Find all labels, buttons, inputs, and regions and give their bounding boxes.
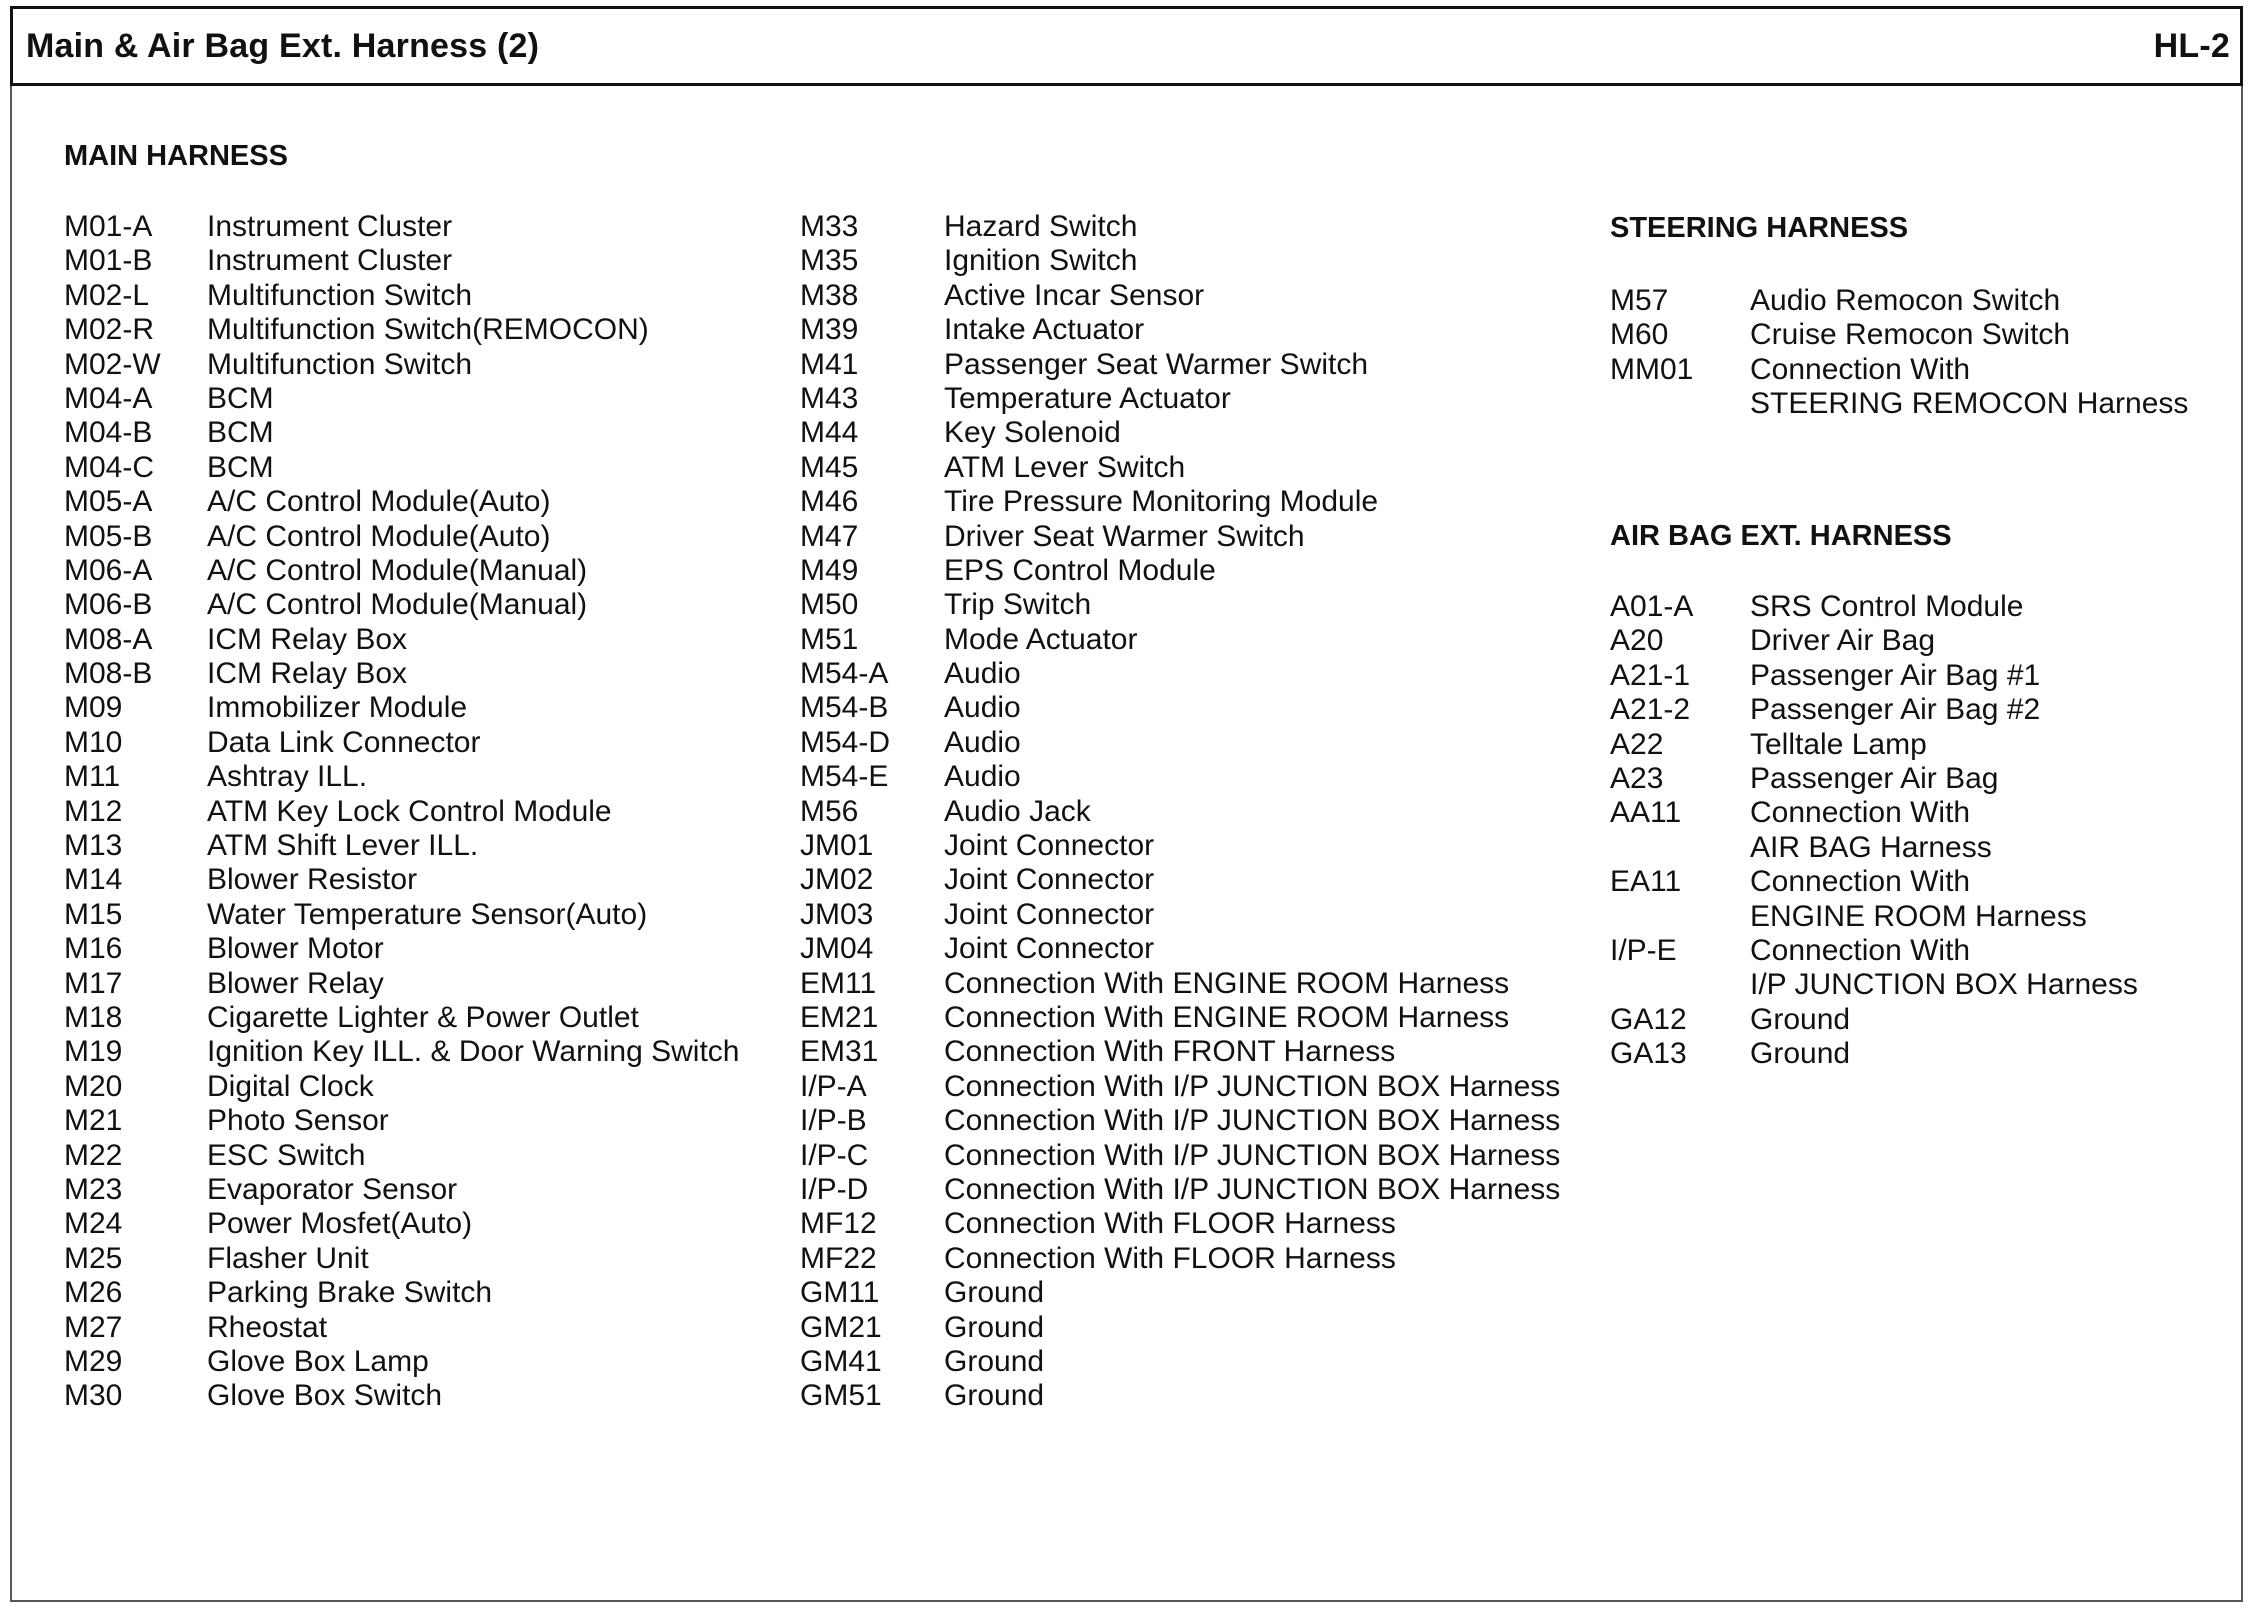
connector-code: M54-E (800, 760, 889, 794)
connector-description: Ground (1750, 1002, 1851, 1036)
connector-code: M33 (800, 210, 859, 243)
connector-description: Cruise Remocon Switch (1750, 318, 2071, 352)
connector-description: Passenger Air Bag (1750, 761, 1999, 795)
connector-description: A/C Control Module(Auto) (207, 519, 551, 553)
connector-code: M57 (1610, 284, 1669, 317)
connector-code: M04-A (64, 381, 153, 415)
connector-description: Connection With FLOOR Harness (944, 1207, 1396, 1241)
connector-code: A22 (1610, 727, 1664, 761)
connector-code: EM11 (800, 966, 877, 1000)
connector-description: STEERING REMOCON Harness (1750, 387, 2189, 421)
connector-description: Connection With (1750, 933, 1971, 967)
connector-description: Joint Connector (944, 932, 1155, 966)
connector-code: M22 (64, 1138, 123, 1172)
connector-code: M54-D (800, 725, 891, 759)
connector-code: M05-B (64, 519, 153, 553)
connector-description: Multifunction Switch (207, 278, 473, 312)
connector-code: M13 (64, 829, 123, 863)
connector-description: Connection With FLOOR Harness (944, 1241, 1396, 1275)
connector-description: Connection With (1750, 796, 1971, 830)
connector-description: Joint Connector (944, 897, 1155, 931)
connector-code: I/P-C (800, 1138, 869, 1172)
connector-description: Connection With (1750, 865, 1971, 899)
connector-description: EPS Control Module (944, 553, 1216, 587)
connector-code: M16 (64, 932, 123, 966)
connector-description: Glove Box Switch (207, 1379, 443, 1413)
connector-code: M50 (800, 588, 859, 622)
connector-description: Intake Actuator (944, 313, 1145, 347)
connector-description: Connection With (1750, 352, 1971, 386)
connector-description: Audio Remocon Switch (1750, 284, 2061, 317)
connector-description: A/C Control Module(Auto) (207, 485, 551, 519)
connector-code: AA11 (1610, 796, 1682, 830)
connector-description: Audio (944, 725, 1021, 759)
connector-description: Hazard Switch (944, 210, 1138, 243)
connector-code: MF22 (800, 1241, 877, 1275)
connector-code: JM01 (800, 829, 874, 863)
connector-code: M49 (800, 553, 859, 587)
connector-description: I/P JUNCTION BOX Harness (1750, 968, 2138, 1002)
connector-code: M39 (800, 313, 859, 347)
connector-code: M60 (1610, 318, 1669, 352)
connector-code: M27 (64, 1310, 123, 1344)
connector-code: GA12 (1610, 1002, 1687, 1036)
connector-description: Telltale Lamp (1750, 727, 1927, 761)
connector-description: Cigarette Lighter & Power Outlet (207, 1000, 639, 1034)
connector-description: ATM Shift Lever ILL. (207, 829, 479, 863)
connector-code: M23 (64, 1172, 123, 1206)
connector-description: Audio (944, 760, 1021, 794)
connector-description: Tire Pressure Monitoring Module (944, 485, 1379, 519)
connector-code: M11 (64, 760, 121, 794)
connector-code: M09 (64, 691, 123, 725)
page-code: HL-2 (2153, 26, 2230, 65)
connector-code: I/P-D (800, 1172, 869, 1206)
connector-code: GM11 (800, 1276, 880, 1310)
connector-description: Ground (944, 1344, 1045, 1378)
connector-description: Flasher Unit (207, 1241, 369, 1275)
connector-code: GM51 (800, 1379, 882, 1413)
connector-code: M56 (800, 794, 859, 828)
connector-code: GA13 (1610, 1037, 1687, 1071)
connector-description: Passenger Seat Warmer Switch (944, 347, 1369, 381)
connector-code: I/P-B (800, 1104, 867, 1138)
connector-code: M10 (64, 725, 123, 759)
air-bag-harness-title: AIR BAG EXT. HARNESS (1610, 520, 1952, 552)
connector-description: Driver Seat Warmer Switch (944, 519, 1305, 553)
connector-description: Temperature Actuator (944, 381, 1231, 415)
connector-description: Trip Switch (944, 588, 1092, 622)
connector-code: M25 (64, 1241, 123, 1275)
connector-description: ESC Switch (207, 1138, 366, 1172)
connector-description: Rheostat (207, 1310, 328, 1344)
steering-harness-title: STEERING HARNESS (1610, 212, 1909, 244)
connector-code: M29 (64, 1344, 123, 1378)
connector-code: M12 (64, 794, 123, 828)
connector-description: Joint Connector (944, 863, 1155, 897)
connector-code: A23 (1610, 761, 1664, 795)
connector-code: I/P-A (800, 1069, 867, 1103)
connector-code: M26 (64, 1276, 123, 1310)
connector-description: Evaporator Sensor (207, 1172, 458, 1206)
connector-code: M17 (64, 966, 123, 1000)
connector-code: GM21 (800, 1310, 882, 1344)
connector-description: ICM Relay Box (207, 657, 408, 691)
connector-description: BCM (207, 416, 274, 450)
main-harness-title: MAIN HARNESS (64, 140, 288, 172)
connector-description: Data Link Connector (207, 725, 481, 759)
connector-code: M51 (800, 622, 859, 656)
connector-code: M24 (64, 1207, 123, 1241)
connector-description: Connection With I/P JUNCTION BOX Harness (944, 1069, 1561, 1103)
connector-code: M54-B (800, 691, 889, 725)
connector-description: Mode Actuator (944, 622, 1138, 656)
connector-description: Connection With FRONT Harness (944, 1035, 1396, 1069)
connector-description: ENGINE ROOM Harness (1750, 899, 2087, 933)
connector-code: EM31 (800, 1035, 879, 1069)
connector-code: MM01 (1610, 352, 1694, 386)
connector-description: Ground (1750, 1037, 1851, 1071)
connector-code: M45 (800, 450, 859, 484)
connector-code: M38 (800, 278, 859, 312)
connector-description: Water Temperature Sensor(Auto) (207, 897, 648, 931)
connector-code: M08-A (64, 622, 153, 656)
connector-code: M46 (800, 485, 859, 519)
connector-code: A01-A (1610, 590, 1694, 623)
connector-code: M02-L (64, 278, 150, 312)
connector-code: M08-B (64, 657, 153, 691)
connector-description: Blower Resistor (207, 863, 418, 897)
connector-code: M02-W (64, 347, 161, 381)
connector-description: BCM (207, 450, 274, 484)
connector-code: EM21 (800, 1000, 879, 1034)
connector-description: Photo Sensor (207, 1104, 389, 1138)
connector-code: M35 (800, 244, 859, 278)
connector-description: Ashtray ILL. (207, 760, 368, 794)
connector-description: Instrument Cluster (207, 244, 453, 278)
connector-code: M47 (800, 519, 859, 553)
connector-description: Connection With ENGINE ROOM Harness (944, 1000, 1510, 1034)
connector-description: Connection With I/P JUNCTION BOX Harness (944, 1104, 1561, 1138)
connector-description: Connection With ENGINE ROOM Harness (944, 966, 1510, 1000)
connector-description: A/C Control Module(Manual) (207, 588, 588, 622)
connector-code: M44 (800, 416, 859, 450)
connector-code: M01-A (64, 210, 153, 243)
connector-code: JM04 (800, 932, 874, 966)
connector-code: M15 (64, 897, 123, 931)
connector-code: M21 (64, 1104, 123, 1138)
page-title: Main & Air Bag Ext. Harness (2) (26, 26, 540, 65)
connector-description: ICM Relay Box (207, 622, 408, 656)
connector-description: Parking Brake Switch (207, 1276, 493, 1310)
connector-code: M18 (64, 1000, 123, 1034)
connector-description: Connection With I/P JUNCTION BOX Harness (944, 1138, 1561, 1172)
connector-code: M06-B (64, 588, 153, 622)
connector-code: EA11 (1610, 865, 1682, 899)
connector-description: Multifunction Switch(REMOCON) (207, 313, 649, 347)
connector-code: M14 (64, 863, 123, 897)
connector-code: A21-2 (1610, 693, 1691, 727)
connector-code: M06-A (64, 553, 153, 587)
connector-code: M04-C (64, 450, 155, 484)
connector-description: Ground (944, 1379, 1045, 1413)
connector-code: M02-R (64, 313, 155, 347)
connector-description: Blower Relay (207, 966, 384, 1000)
connector-description: Ground (944, 1310, 1045, 1344)
connector-description: Audio (944, 691, 1021, 725)
connector-code: I/P-E (1610, 933, 1677, 967)
connector-description: Active Incar Sensor (944, 278, 1205, 312)
connector-description: Ground (944, 1276, 1045, 1310)
connector-description: ATM Key Lock Control Module (207, 794, 612, 828)
connector-description: Driver Air Bag (1750, 624, 1936, 658)
connector-code: M30 (64, 1379, 123, 1413)
connector-code: M01-B (64, 244, 153, 278)
connector-description: Connection With I/P JUNCTION BOX Harness (944, 1172, 1561, 1206)
connector-description: Instrument Cluster (207, 210, 453, 243)
connector-description: Passenger Air Bag #1 (1750, 658, 2041, 692)
connector-description: SRS Control Module (1750, 590, 2024, 623)
connector-code: M04-B (64, 416, 153, 450)
connector-description: ATM Lever Switch (944, 450, 1186, 484)
connector-code: M20 (64, 1069, 123, 1103)
connector-code: A21-1 (1610, 658, 1691, 692)
connector-description: Glove Box Lamp (207, 1344, 429, 1378)
connector-description: Immobilizer Module (207, 691, 468, 725)
connector-description: Joint Connector (944, 829, 1155, 863)
connector-description: Digital Clock (207, 1069, 374, 1103)
connector-code: M54-A (800, 657, 889, 691)
connector-description: Power Mosfet(Auto) (207, 1207, 473, 1241)
connector-code: GM41 (800, 1344, 882, 1378)
connector-description: Multifunction Switch (207, 347, 473, 381)
connector-description: Audio (944, 657, 1021, 691)
connector-description: AIR BAG Harness (1750, 830, 1992, 864)
header-bar (10, 6, 2243, 86)
connector-description: Passenger Air Bag #2 (1750, 693, 2041, 727)
connector-code: MF12 (800, 1207, 877, 1241)
connector-description: Ignition Switch (944, 244, 1138, 278)
connector-description: Key Solenoid (944, 416, 1121, 450)
connector-code: M19 (64, 1035, 123, 1069)
connector-description: Ignition Key ILL. & Door Warning Switch (207, 1035, 740, 1069)
connector-description: A/C Control Module(Manual) (207, 553, 588, 587)
connector-description: BCM (207, 381, 274, 415)
connector-code: JM02 (800, 863, 874, 897)
connector-code: A20 (1610, 624, 1664, 658)
connector-code: JM03 (800, 897, 874, 931)
connector-code: M41 (800, 347, 859, 381)
connector-description: Audio Jack (944, 794, 1091, 828)
connector-code: M05-A (64, 485, 153, 519)
connector-code: M43 (800, 381, 859, 415)
connector-description: Blower Motor (207, 932, 384, 966)
